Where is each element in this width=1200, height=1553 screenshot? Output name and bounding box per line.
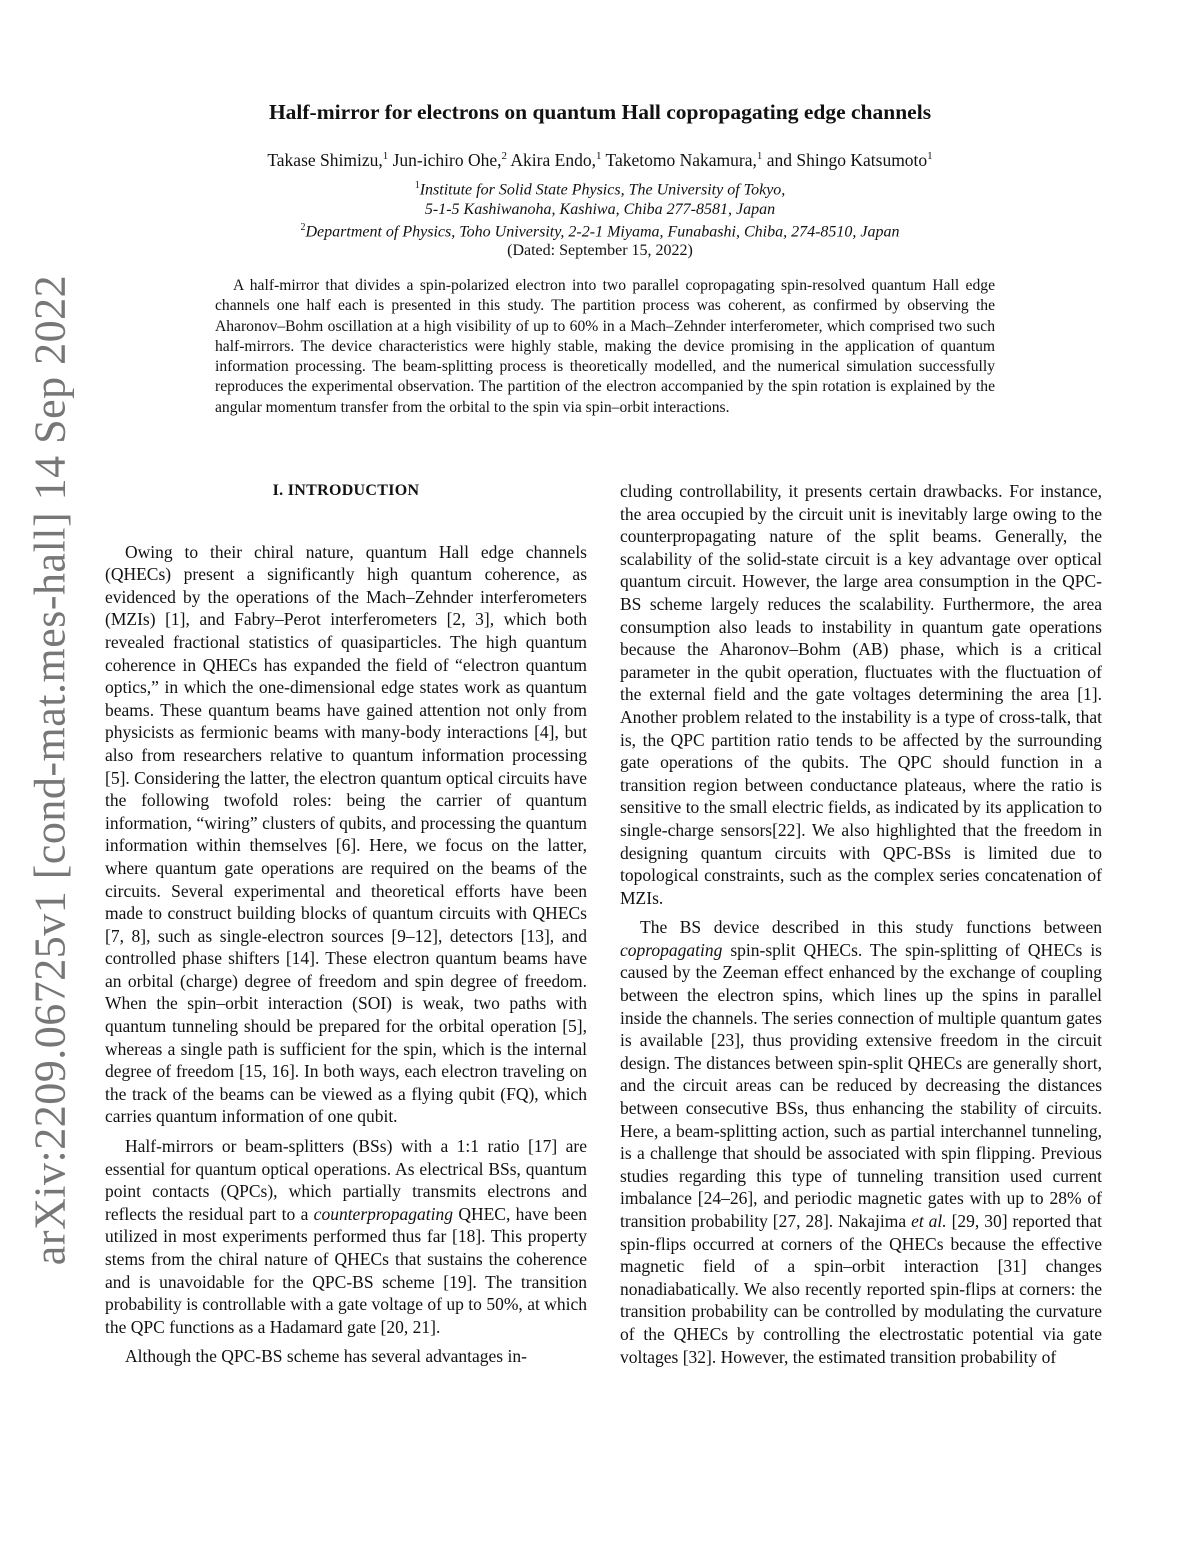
abstract: A half-mirror that divides a spin-polarized electron into two parallel copropagating spin-resolved quantum Hall edge channels one half each is presented in this study. The partition process was coherent, as confirmed by observing the Aharonov–Bohm oscillation at a high visibility of up to 60% in a Mach–Zehnder interferometer, which comprised two such half-mirrors. The device characteristics were highly stable, making the device promising in the application of quantum information processing. The beam-splitting process is theoretically modelled, and the numerical simulation successfully reproduces the experimental observation. The partition of the electron accompanied by the spin rotation is explained by the angular momentum transfer from the orbital to the spin via spin–orbit interactions.: [215, 277, 995, 416]
author: Akira Endo,$^1$: [510, 150, 602, 170]
paper-title: Half-mirror for electrons on quantum Hall copropagating edge channels: [268, 100, 932, 124]
affiliation-2: $^2$Department of Physics, Toho University, 2-2-1 Miyama, Funabashi, Chiba, 274-8510, Japan: [300, 222, 900, 241]
author: and Shingo Katsumoto$^1$: [766, 150, 933, 170]
affiliation-1-line-1: $^1$Institute for Solid State Physics, The University of Tokyo,: [414, 180, 786, 199]
arxiv-sidebar: [22, 274, 78, 1266]
paragraph: Owing to their chiral nature, quantum Hall edge channels (QHECs) present a significantly high quantum coherence, as evidenced by the operations of the Mach–Zehnder interferometers (MZIs) [1], and Fabry–Perot interferometers [2, 3], which both revealed fractional statistics of quasiparticles. The high quantum coherence in QHECs has expanded the field of “electron quantum optics,” in which the one-dimensional edge states work as quantum beams. These quantum beams have gained attention not only from physicists as fermionic beams with many-body interactions [4], but also from researchers relative to quantum information processing [5]. Considering the latter, the electron quantum optical circuits have the following twofold roles: being the carrier of quantum information, “wiring” clusters of qubits, and processing the quantum information within themselves [6]. Here, we focus on the latter, where quantum gate operations are required on the beams of the circuits. Several experimental and theoretical efforts have been made to construct building blocks of quantum circuits with QHECs [7, 8], such as single-electron sources [9–12], detectors [13], and controlled phase shifters [14]. These electron quantum beams have an orbital (charge) degree of freedom and spin degree of freedom. When the spin–orbit interaction (SOI) is weak, two paths with quantum tunneling should be prepared for the orbital operation [5], whereas a single path is sufficient for the spin, which is the internal degree of freedom [15, 16]. In both ways, each electron traveling on the track of the beams can be viewed as a flying qubit (FQ), which carries quantum information of one qubit.: [105, 541, 587, 1127]
paragraph: Half-mirrors or beam-splitters (BSs) with a 1:1 ratio [17] are essential for quantum optical operations. As electrical BSs, quantum point contacts (QPCs), which partially transmits electrons and reflects the residual part to a counterpropagating QHEC, have been utilized in most experiments performed thus far [18]. This property stems from the chiral nature of QHECs that sustains the coherence and is unavoidable for the QPC-BS scheme [19]. The transition probability is controllable with a gate voltage of up to 50%, at which the QPC functions as a Hadamard gate [20, 21].: [105, 1136, 587, 1337]
arxiv-identifier: arXiv:2209.06725v1 [cond-mat.mes-hall] 14 Sep 2022: [25, 274, 75, 1266]
paragraph: cluding controllability, it presents certain drawbacks. For instance, the area occupied by the circuit unit is inevitably large owing to the counterpropagating nature of the split beams. Generally, the scalability of the solid-state circuit is a key advantage over optical quantum circuit. However, the large area consumption in the QPC-BS scheme largely reduces the scalability. Furthermore, the area consumption also leads to instability in quantum gate operations because the Aharonov–Bohm (AB) phase, which is a critical parameter in the qubit operation, fluctuates with the fluctuation of the external field and the gate voltages determining the area [1]. Another problem related to the instability is a type of cross-talk, that is, the QPC partition ratio tends to be affected by the surrounding gate operations of the qubits. The QPC should function in a transition region between conductance plateaus, where the ratio is sensitive to the small electric fields, as indicated by its application to single-charge sensors[22]. We also highlighted that the freedom in designing quantum circuits with QPC-BSs is limited due to topological constraints, such as the complex series concatenation of MZIs.: [620, 481, 1102, 908]
author: Taketomo Nakamura,$^1$: [605, 150, 763, 170]
section-heading: I. INTRODUCTION: [272, 482, 420, 499]
left-column: [105, 480, 587, 1368]
paragraph: The BS device described in this study functions between copropagating spin-split QHECs. The spin-splitting of QHECs is caused by the Zeeman effect enhanced by the exchange of coupling between the electron spins, which lines up the spins in parallel inside the channels. The series connection of multiple quantum gates is available [23], thus providing extensive freedom in the circuit design. The distances between spin-split QHECs are generally short, and the circuit areas can be reduced by decreasing the distances between consecutive BSs, thus enhancing the stability of circuits. Here, a beam-splitting action, such as partial interchannel tunneling, is a challenge that should be associated with spin flipping. Previous studies regarding this type of tunneling transition used current imbalance [24–26], and periodic magnetic gates with up to 28% of transition probability [27, 28]. Nakajima et al. [29, 30] reported that spin-flips occurred at corners of the QHECs because the effective magnetic field of a spin–orbit interaction [31] changes nonadiabatically. We also recently reported spin-flips at corners: the transition probability can be controlled by modulating the curvature of the QHECs by controlling the electrostatic potential via gate voltages [32]. However, the estimated transition probability of: [620, 917, 1103, 1367]
author: Takase Shimizu,$^1$: [267, 150, 389, 170]
dated-line: (Dated: September 15, 2022): [507, 242, 693, 259]
author: Jun-ichiro Ohe,$^2$: [392, 150, 507, 170]
affiliation-1-line-2: 5-1-5 Kashiwanoha, Kashiwa, Chiba 277-8581, Japan: [424, 201, 776, 218]
author-list: [0, 150, 1200, 171]
paragraph: Although the QPC-BS scheme has several advantages in-: [125, 1346, 527, 1367]
right-column: [620, 480, 1102, 1368]
